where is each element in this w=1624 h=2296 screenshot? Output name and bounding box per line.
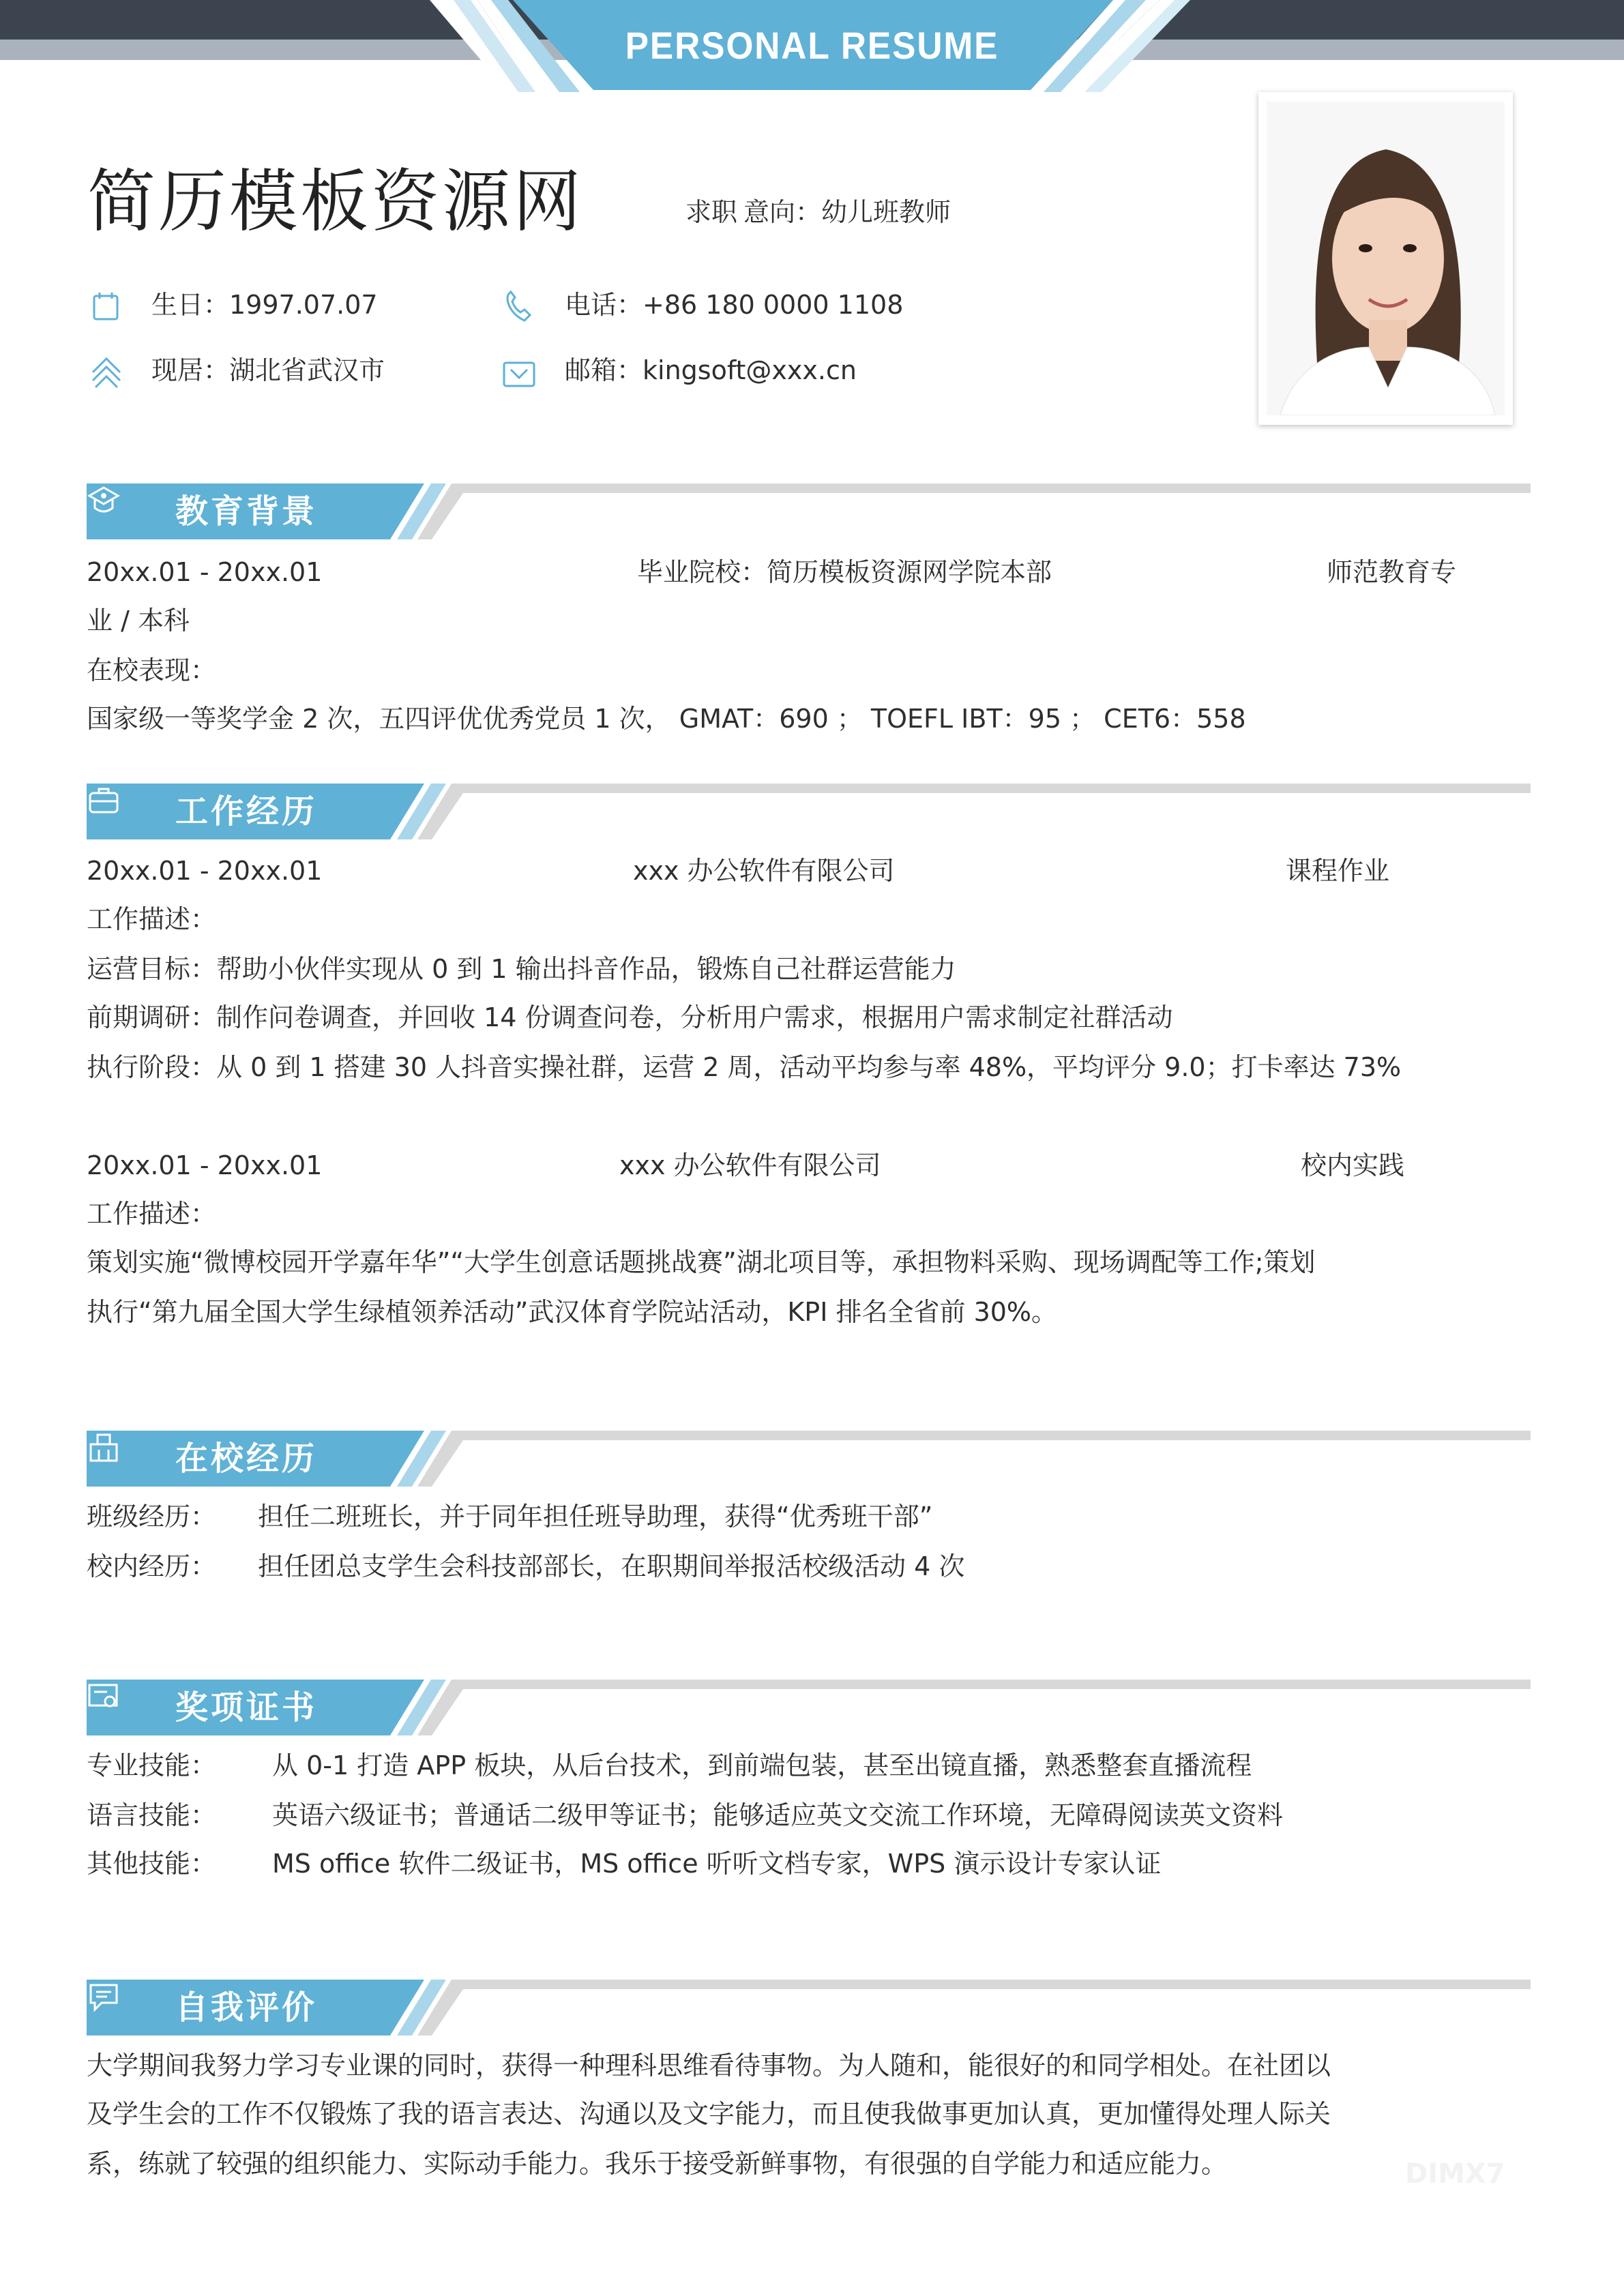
- campus-value: 担任团总支学生会科技部部长，在职期间举报活校级活动 4 次: [258, 1551, 965, 1581]
- edu-performance: 国家级一等奖学金 2 次，五四评优优秀党员 1 次， GMAT：690 ； TOEFL IBT：95 ； CET6：558: [87, 704, 1246, 734]
- skill-label: 专业技能：: [87, 1750, 217, 1780]
- briefcase-icon: [87, 784, 121, 818]
- job-desc-line: 执行“第九届全国大学生绿植领养活动”武汉体育学院站活动，KPI 排名全省前 30%。: [87, 1297, 1058, 1327]
- banner-title: PERSONAL RESUME: [625, 24, 999, 67]
- job-desc-label: 工作描述：: [87, 904, 217, 934]
- section-header-self: [87, 1980, 1539, 2036]
- job-desc-line: 前期调研：制作问卷调查，并回收 14 份调查问卷，分析用户需求，根据用户需求制定社群活动: [87, 1002, 1173, 1032]
- profile-photo: [1258, 92, 1513, 425]
- job-company: xxx 办公软件有限公司: [633, 856, 895, 886]
- edu-performance-label: 在校表现：: [87, 655, 217, 685]
- email-address: 邮箱：kingsoft@xxx.cn: [565, 355, 857, 385]
- job-type: 课程作业: [1286, 856, 1390, 886]
- skill-value: 英语六级证书；普通话二级甲等证书；能够适应英文交流工作环境，无障碍阅读英文资料: [272, 1800, 1284, 1830]
- graduation-cap-icon: [87, 483, 121, 518]
- section-title: 奖项证书: [175, 1688, 318, 1727]
- edu-major: 师范教育专: [1327, 557, 1457, 587]
- campus-value: 担任二班班长，并于同年担任班导助理，获得“优秀班干部”: [258, 1502, 933, 1532]
- job-intention: 意向：幼儿班教师: [743, 197, 951, 227]
- skill-label: 其他技能：: [87, 1849, 217, 1879]
- self-eval-line: 及学生会的工作不仅锻炼了我的语言表达、沟通以及文字能力，而且使我做事更加认真，更加懂得处理人际关: [87, 2099, 1331, 2129]
- section-header-campus: [87, 1431, 1539, 1487]
- location-icon: [89, 355, 124, 390]
- building-icon: [87, 1431, 121, 1465]
- top-banner: [0, 0, 1624, 98]
- edu-major-degree: 业 / 本科: [87, 606, 190, 636]
- job-company: xxx 办公软件有限公司: [619, 1150, 881, 1180]
- residence: 现居：湖北省武汉市: [151, 355, 385, 385]
- section-title: 工作经历: [175, 792, 318, 831]
- self-eval-line: 大学期间我努力学习专业课的同时，获得一种理科思维看待事物。为人随和，能很好的和同学相处。在社团以: [87, 2051, 1331, 2081]
- section-header-work: [87, 784, 1539, 839]
- candidate-name: 简历模板资源网: [87, 162, 584, 241]
- section-header-education: [87, 483, 1539, 539]
- job-desc-line: 运营目标：帮助小伙伴实现从 0 到 1 输出抖音作品，锻炼自己社群运营能力: [87, 954, 956, 984]
- phone-number: 电话：+86 180 0000 1108: [565, 290, 904, 320]
- birth-date: 生日：1997.07.07: [151, 290, 378, 320]
- edu-date: 20xx.01 - 20xx.01: [87, 557, 323, 587]
- certificate-icon: [87, 1680, 121, 1714]
- section-title: 教育背景: [175, 492, 318, 531]
- job-date: 20xx.01 - 20xx.01: [87, 856, 323, 886]
- job-desc-line: 执行阶段：从 0 到 1 搭建 30 人抖音实操社群，运营 2 周，活动平均参与率 48%，平均评分 9.0；打卡率达 73%: [87, 1052, 1402, 1082]
- skill-value: MS office 软件二级证书，MS office 听听文档专家，WPS 演示设计专家认证: [272, 1849, 1162, 1879]
- comment-icon: [87, 1980, 121, 2014]
- section-title: 在校经历: [175, 1440, 318, 1478]
- phone-icon: [501, 289, 537, 325]
- job-seek-label: 求职: [685, 197, 738, 227]
- calendar-icon: [89, 289, 124, 325]
- email-icon: [501, 356, 537, 391]
- job-type: 校内实践: [1301, 1150, 1405, 1180]
- job-desc-label: 工作描述：: [87, 1199, 217, 1229]
- self-eval-line: 系，练就了较强的组织能力、实际动手能力。我乐于接受新鲜事物，有很强的自学能力和适应能力。: [87, 2149, 1228, 2179]
- section-header-awards: [87, 1680, 1539, 1735]
- skill-label: 语言技能：: [87, 1800, 217, 1830]
- skill-value: 从 0-1 打造 APP 板块，从后台技术，到前端包装，甚至出镜直播，熟悉整套直播流程: [272, 1750, 1252, 1780]
- job-date: 20xx.01 - 20xx.01: [87, 1150, 323, 1180]
- edu-school: 毕业院校：简历模板资源网学院本部: [637, 557, 1052, 587]
- campus-label: 校内经历：: [87, 1551, 217, 1581]
- job-desc-line: 策划实施“微博校园开学嘉年华”“大学生创意话题挑战赛”湖北项目等，承担物料采购、现场调配等工作;策划: [87, 1247, 1316, 1277]
- watermark: DIMX7: [1405, 2158, 1505, 2190]
- campus-label: 班级经历：: [87, 1502, 217, 1532]
- section-title: 自我评价: [175, 1988, 318, 2027]
